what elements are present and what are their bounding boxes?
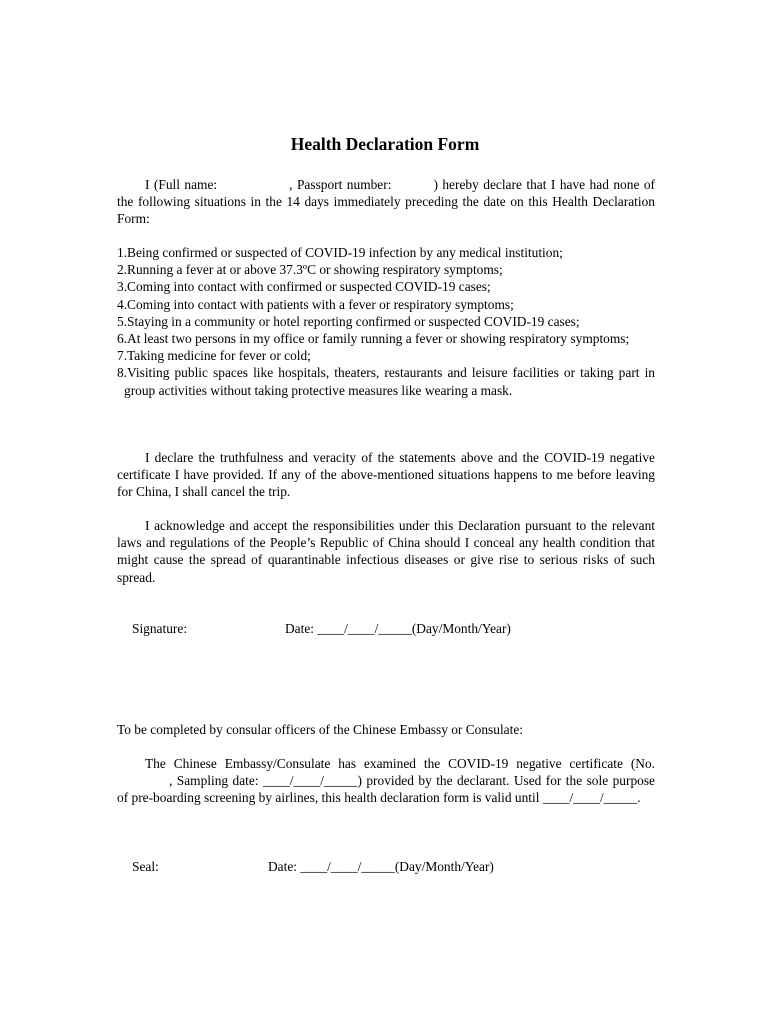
- consular-section-heading: To be completed by consular officers of the Chinese Embassy or Consulate:: [117, 722, 524, 737]
- form-title: Health Declaration Form: [290, 134, 480, 154]
- signature-date-field[interactable]: Date: ____/____/_____(Day/Month/Year): [285, 621, 511, 636]
- responsibility-declaration: I acknowledge and accept the responsibilities under this Declaration pursuant to the relevant laws and regulations of the People’s Republic of China should I conceal any health condition that might cause the spread of quarantinable infectious diseases or give rise to serious risks of such spread.: [117, 518, 655, 585]
- full-name-label: I (Full name:: [145, 177, 218, 192]
- signature-label: Signature:: [132, 621, 188, 636]
- list-item: 8.Visiting public spaces like hospitals, theaters, restaurants and leisure facilities or taking part in group activities without taking protective measures like wearing a mask.: [117, 365, 655, 398]
- list-item: 4.Coming into contact with patients with a fever or respiratory symptoms;: [117, 296, 514, 312]
- list-item: 1.Being confirmed or suspected of COVID-19 infection by any medical institution;: [117, 245, 563, 260]
- situations-list: [117, 244, 655, 399]
- list-item: 6.At least two persons in my office or family running a fever or showing respiratory symptoms;: [117, 331, 630, 347]
- intro-paragraph: [117, 176, 655, 228]
- intro-declaration-text: ) hereby declare that I have had none of the following situations in the 14 days immediately preceding the date on this Health Declaration Form:: [117, 177, 655, 227]
- examined-text-part2: , Sampling date: ____/____/_____) provided by the declarant. Used for the sole purpose of pre-boarding screening by airlines, this health declaration form is valid until ____/____/_____.: [117, 773, 655, 806]
- list-item: 2.Running a fever at or above 37.3ºC or showing respiratory symptoms;: [117, 262, 503, 278]
- list-item: 7.Taking medicine for fever or cold;: [117, 348, 311, 364]
- seal-date-field[interactable]: Date: ____/____/_____(Day/Month/Year): [268, 859, 494, 874]
- truthfulness-declaration: I declare the truthfulness and veracity of the statements above and the COVID-19 negative certificate I have provided. If any of the above-mentioned situations happens to me before leaving for China, I shall cancel the trip.: [117, 450, 655, 500]
- seal-label: Seal:: [132, 859, 159, 874]
- examined-text-part1: The Chinese Embassy/Consulate has examined the COVID-19 negative certificate (No.: [145, 756, 655, 771]
- consular-examination-paragraph: [117, 755, 655, 807]
- list-item: 3.Coming into contact with confirmed or suspected COVID-19 cases;: [117, 279, 491, 295]
- list-item: 5.Staying in a community or hotel reporting confirmed or suspected COVID-19 cases;: [117, 313, 580, 329]
- passport-number-label: , Passport number:: [289, 177, 392, 192]
